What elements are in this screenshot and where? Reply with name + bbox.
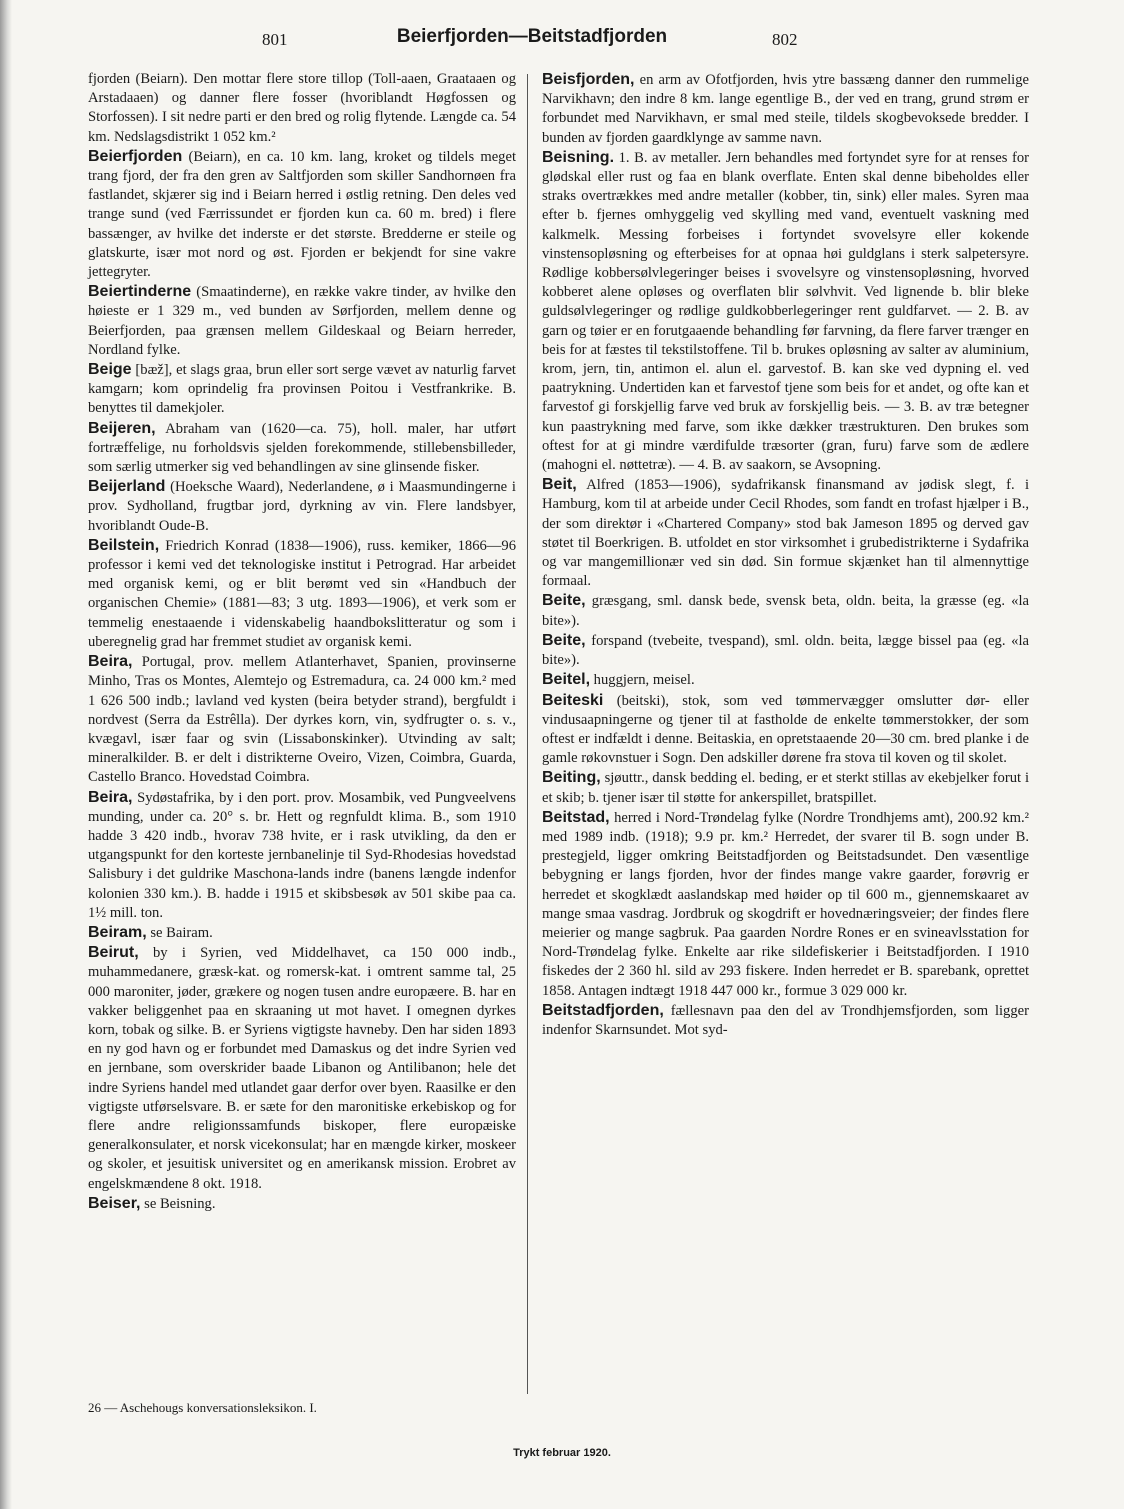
dictionary-entry bbox=[542, 768, 1029, 807]
dictionary-entry bbox=[88, 536, 516, 652]
entry-headword: Beiser, bbox=[88, 1194, 141, 1212]
entry-headword: Beilstein, bbox=[88, 536, 160, 554]
dictionary-entry bbox=[542, 475, 1029, 591]
page-number-left: 801 bbox=[262, 30, 288, 49]
entry-headword: Beiting, bbox=[542, 769, 601, 787]
entry-headword: Beitel, bbox=[542, 671, 591, 689]
entry-headword: Beiram, bbox=[88, 923, 147, 941]
page-header bbox=[0, 26, 1124, 56]
column-divider bbox=[527, 74, 528, 1394]
dictionary-entry bbox=[88, 943, 516, 1194]
dictionary-entry bbox=[88, 788, 516, 923]
entry-text: (Beiarn), en ca. 10 km. lang, kroket og tildels meget trang fjord, der fra den gren av Saltfjorden som skiller Sandhornøen fra fastlandet, skjærer sig ind i Beiarn herred i østlig retning. Den deles ved trange sund (ved Færrissundet er fjorden kun ca. 60 m. bred) i flere bassænger, av hvilke det inderste er det største. Bredderne er steile og glatskurte, især mot nord og øst. Fjorden er bekjendt for sine vakre jettegryter. bbox=[88, 148, 516, 281]
dictionary-entry bbox=[88, 652, 516, 787]
entry-text: Friedrich Konrad (1838—1906), russ. kemiker, 1866—96 professor i kemi ved det teknologiske institut i Petrograd. Har arbeidet med organisk kemi, og er blit berømt ved sin «Handbuch der organischen Chemie» (1881—83; 3 utg. 1893—1906), et verk som er temmelig enestaaende i videnskabelig haandbokslitteratur og som i uberegnelig grad har fremmet studiet av organisk kemi. bbox=[88, 537, 516, 650]
entry-text: græsgang, sml. dansk bede, svensk beta, oldn. beita, la græsse (eg. «la bite»). bbox=[542, 593, 1029, 629]
dictionary-entry bbox=[88, 923, 516, 943]
dictionary-entry bbox=[542, 670, 1029, 690]
entry-text: fjorden (Beiarn). Den mottar flere store tillop (Toll-aaen, Graataaen og Arstadaaen) og danner flere fosser (hvoriblandt Høgfossen og Storfossen). I sit nedre parti er den bred og rolig flytende. Længde ca. 54 km. Nedslagsdistrikt 1 052 km.² bbox=[88, 71, 516, 145]
entry-headword: Beiteski bbox=[542, 691, 604, 709]
entry-text: Sydøstafrika, by i den port. prov. Mosambik, ved Pungveelvens munding, under ca. 20° s. br. Hett og regnfuldt klima. B., som 1910 hadde 3 420 indb., hvorav 738 hvite, er i rask utvikling, da den er utgangspunkt for den korteste jernbanelinje til Syd-Rhodesias hovedstad Salisbury i det guldrike Maschona-lands indre (banens længde indenfor kolonien 330 km.). B. hadde i 1915 et skibsbesøk av 501 skibe paa ca. 1½ mill. ton. bbox=[88, 789, 516, 921]
entry-headword: Beite, bbox=[542, 631, 586, 649]
page-title: Beierfjorden—Beitstadfjorden bbox=[396, 26, 668, 47]
signature-line: 26 — Aschehougs konversationsleksikon. I. bbox=[88, 1400, 317, 1415]
entry-headword: Beira, bbox=[88, 788, 133, 806]
left-column bbox=[88, 70, 516, 1214]
dictionary-entry bbox=[88, 282, 516, 360]
entry-text: by i Syrien, ved Middelhavet, ca 150 000 indb., muhammedanere, græsk-kat. og romersk-kat. i omtrent samme tal, 25 000 maroniter, jøder, grækere og nogen tusen andre europæere. B. har en vakker beliggenhet paa en skraaning ut mot havet. I omegnen dyrkes korn, tobak og silke. B. er Syriens vigtigste havneby. Den har siden 1893 en ny god havn og er forbundet med Damaskus og det indre Syrien ved en jernbane, som overskrider baade Libanon og Antilibanon; hele det indre Syriens handel med utlandet gaar derfor over byen. Raasilke er den vigtigste utførselsvare. B. er sæte for den maronitiske erkebiskop og for flere andre religionssamfunds biskoper, flere europæiske generalkonsulater, et norsk vicekonsulat; har en mængde kirker, moskeer og skoler, et jesuitisk universitet og en amerikansk mission. Erobret av engelskmændene 8 okt. 1918. bbox=[88, 945, 516, 1192]
entry-text: forspand (tvebeite, tvespand), sml. oldn. beita, lægge bissel paa (eg. «la bite»). bbox=[542, 632, 1029, 669]
entry-headword: Beit, bbox=[542, 476, 577, 494]
entry-text: huggjern, meisel. bbox=[593, 672, 695, 689]
dictionary-entry bbox=[542, 691, 1029, 769]
dictionary-entry bbox=[88, 419, 516, 478]
entry-headword: Beite, bbox=[542, 592, 586, 610]
entry-text: (Smaatinderne), en række vakre tinder, av hvilke den høieste er 1 329 m., ved bunden av Sørfjorden, mellem denne og Beierfjorden, paa grænsen mellem Gildeskaal og Beiarn herreder, Nordland fylke. bbox=[88, 284, 516, 358]
right-column bbox=[542, 70, 1029, 1040]
dictionary-entry bbox=[88, 147, 516, 282]
dictionary-entry bbox=[88, 360, 516, 419]
entry-headword: Beijeren, bbox=[88, 419, 156, 437]
entry-text: herred i Nord-Trøndelag fylke (Nordre Trondhjems amt), 200.92 km.² med 1989 indb. (1918); 9.9 pr. km.² Herredet, der svarer til B. sogn under B. prestegjeld, ligger omkring Beitstadfjorden og Beitstadsundet. Den væsentlige bebygning er langs fjorden, hvor der findes mange vakre gaarder, forøvrig er herredet et skogklædt aaslandskap med høider op til 600 m., gjennemskaaret av mange smaa vasdrag. Jordbruk og skogdrift er hovednæringsveier; der findes flere meierier og mange sagbruk. Paa gaarden Nordre Rones er en svineavlsstation for Nord-Trøndelag fylke. Enkelte aar rike sildefiskerier i Beitstadfjorden. I 1910 fiskedes der 2 360 hl. sild av 293 fiskere. Inden herredet er B. sparebank, oprettet 1858. Antagen indtægt 1918 447 000 kr., formue 3 029 000 kr. bbox=[542, 809, 1029, 999]
entry-headword: Beierfjorden bbox=[88, 147, 183, 165]
dictionary-entry bbox=[88, 70, 516, 147]
page-number-right: 802 bbox=[772, 30, 798, 49]
dictionary-entry bbox=[542, 591, 1029, 630]
entry-text: sjøuttr., dansk bedding el. beding, er et sterkt stillas av ekebjelker forut i et skib; b. tjener især til støtte for ankerspillet, bratspillet. bbox=[542, 770, 1029, 806]
entry-text: se Beisning. bbox=[144, 1195, 216, 1212]
entry-text: se Bairam. bbox=[150, 924, 213, 941]
entry-text: (beitski), stok, som ved tømmervægger omslutter dør- eller vindusaapningerne og tjener til at fastholde de enkelte tømmerstokker, der som oftest er indfældt i denne. Beitaskia, en opretstaaende 20—30 cm. bred planke i de gamle røkovnstuer i Sogn. Den adskiller dørene fra stova til koven og til skolet. bbox=[542, 692, 1029, 767]
dictionary-entry bbox=[542, 148, 1029, 475]
entry-text: Portugal, prov. mellem Atlanterhavet, Spanien, provinserne Minho, Tras os Montes, Alemtejo og Estremadura, ca. 24 000 km.² med 1 626 500 indb.; lavland ved kysten (beira betyder strand), bergfuldt i nordvest (Serra da Estrêlla). Der dyrkes korn, vin, sydfrugter o. s. v., kvægavl, især faar og svin (Lissabonskinker). Utvinding av salt; mineralkilder. B. er delt i distrikterne Oveiro, Vizen, Coimbra, Guarda, Castello Branco. Hovedstad Coimbra. bbox=[88, 654, 516, 786]
entry-text: 1. B. av metaller. Jern behandles med fortyndet syre for at renses for glødskal eller rust og faa en blank overflate. Enten skal denne bibeholdes eller straks overtrækkes med andre metaller (kobber, tin, sink) eller males. Syren maa efter b. fjernes omhyggelig ved skylling med vand, eventuelt vaskning med kalkmelk. Messing forbeises i fortyndet svovelsyre eller kokende vinstensopløsning og efterbeises for at opnaa høi guldglans i sterk salpetersyre. Rødlige kobbersølvlegeringer beises i svovelsyre og vinstensopløsning, hvorved kobberet alene opløses og overflaten blir sølvhvit. Ved lignende b. blir bleke guldsølvlegeringer og rødlige guldkobberlegeringer rent guldfarvet. — 2. B. av garn og tøier er en forutgaaende behandling før farvning, da flere farver trænger en beis for at fæstes til tekstilstoffene. Til b. brukes opløsning av salter av aluminium, krom, jern, tin, antimon el. alun el. garvestof. B. kan ske ved dypning el. ved paatrykning. Undertiden kan et farvestof tjene som beis for et andet, og ofte kan et farvestof gi forskjellig farve ved bruk av forskjellig beis. — 3. B. av træ betegner kun paastrykning med farve, som ikke dækker træstrukturen. Den brukes som oftest for at gi mindre værdifulde træsorter (gran, furu) farve som de ædlere (mahogni el. nøttetræ). — 4. B. av saakorn, se Avsopning. bbox=[542, 149, 1029, 474]
dictionary-entry bbox=[542, 70, 1029, 148]
entry-headword: Beitstadfjorden, bbox=[542, 1001, 664, 1019]
entry-headword: Beisning. bbox=[542, 148, 615, 166]
page-binding-edge bbox=[0, 0, 12, 1509]
entry-headword: Beige bbox=[88, 361, 132, 379]
entry-text: Alfred (1853—1906), sydafrikansk finansmand av jødisk slegt, f. i Hamburg, kom til at arbeide under Cecil Rhodes, som fandt en trofast hjælper i B., der som direktør i «Chartered Company» stod bak Jameson 1895 og derved gav støtet til Boerkrigen. B. utfoldet en stor virksomhet i grubedistrikterne i Sydafrika og var mangemillionær ved sin død. Sin formue skjænket han til almennyttige formaal. bbox=[542, 477, 1030, 590]
dictionary-entry bbox=[542, 1001, 1029, 1040]
dictionary-entry bbox=[88, 1194, 516, 1214]
entry-headword: Beiertinderne bbox=[88, 283, 192, 301]
entry-headword: Beitstad, bbox=[542, 808, 610, 826]
entry-headword: Beisfjorden, bbox=[542, 71, 635, 88]
dictionary-entry bbox=[542, 631, 1029, 670]
dictionary-entry bbox=[542, 808, 1029, 1001]
entry-headword: Beira, bbox=[88, 653, 133, 671]
entry-text: fællesnavn paa den del av Trondhjemsfjorden, som ligger indenfor Skarnsundet. Mot syd- bbox=[542, 1002, 1029, 1038]
entry-text: Abraham van (1620—ca. 75), holl. maler, har utført fortræffelige, nu forholdsvis sjelden forekommende, stillebensbilleder, som særlig utmerker sig ved behandlingen av sine glinsende fisker. bbox=[88, 420, 516, 476]
dictionary-entry bbox=[88, 477, 516, 536]
entry-text: (Hoeksche Waard), Nederlandene, ø i Maasmundingerne i prov. Sydholland, frugtbar jord, dyrkning av vin. Flere landsbyer, hvoriblandt Oude-B. bbox=[88, 479, 516, 534]
entry-text: en arm av Ofotfjorden, hvis ytre bassæng danner den rummelige Narvikhavn; den indre 8 km. lange egentlige B., der ved en trang, grund strøm er forbundet med Narvikhavn, er smal med steile, tildels skogbevoksede bredder. I bunden av fjorden gaardklynge av samme navn. bbox=[542, 72, 1030, 146]
print-date: Trykt februar 1920. bbox=[513, 1447, 611, 1459]
entry-text: [bæž], et slags graa, brun eller sort serge vævet av naturlig farvet kamgarn; kom oprindelig fra provinsen Poitou i Vestfrankrike. B. benyttes til damekjoler. bbox=[88, 362, 516, 417]
entry-headword: Beijerland bbox=[88, 478, 166, 496]
entry-headword: Beirut, bbox=[88, 944, 139, 962]
